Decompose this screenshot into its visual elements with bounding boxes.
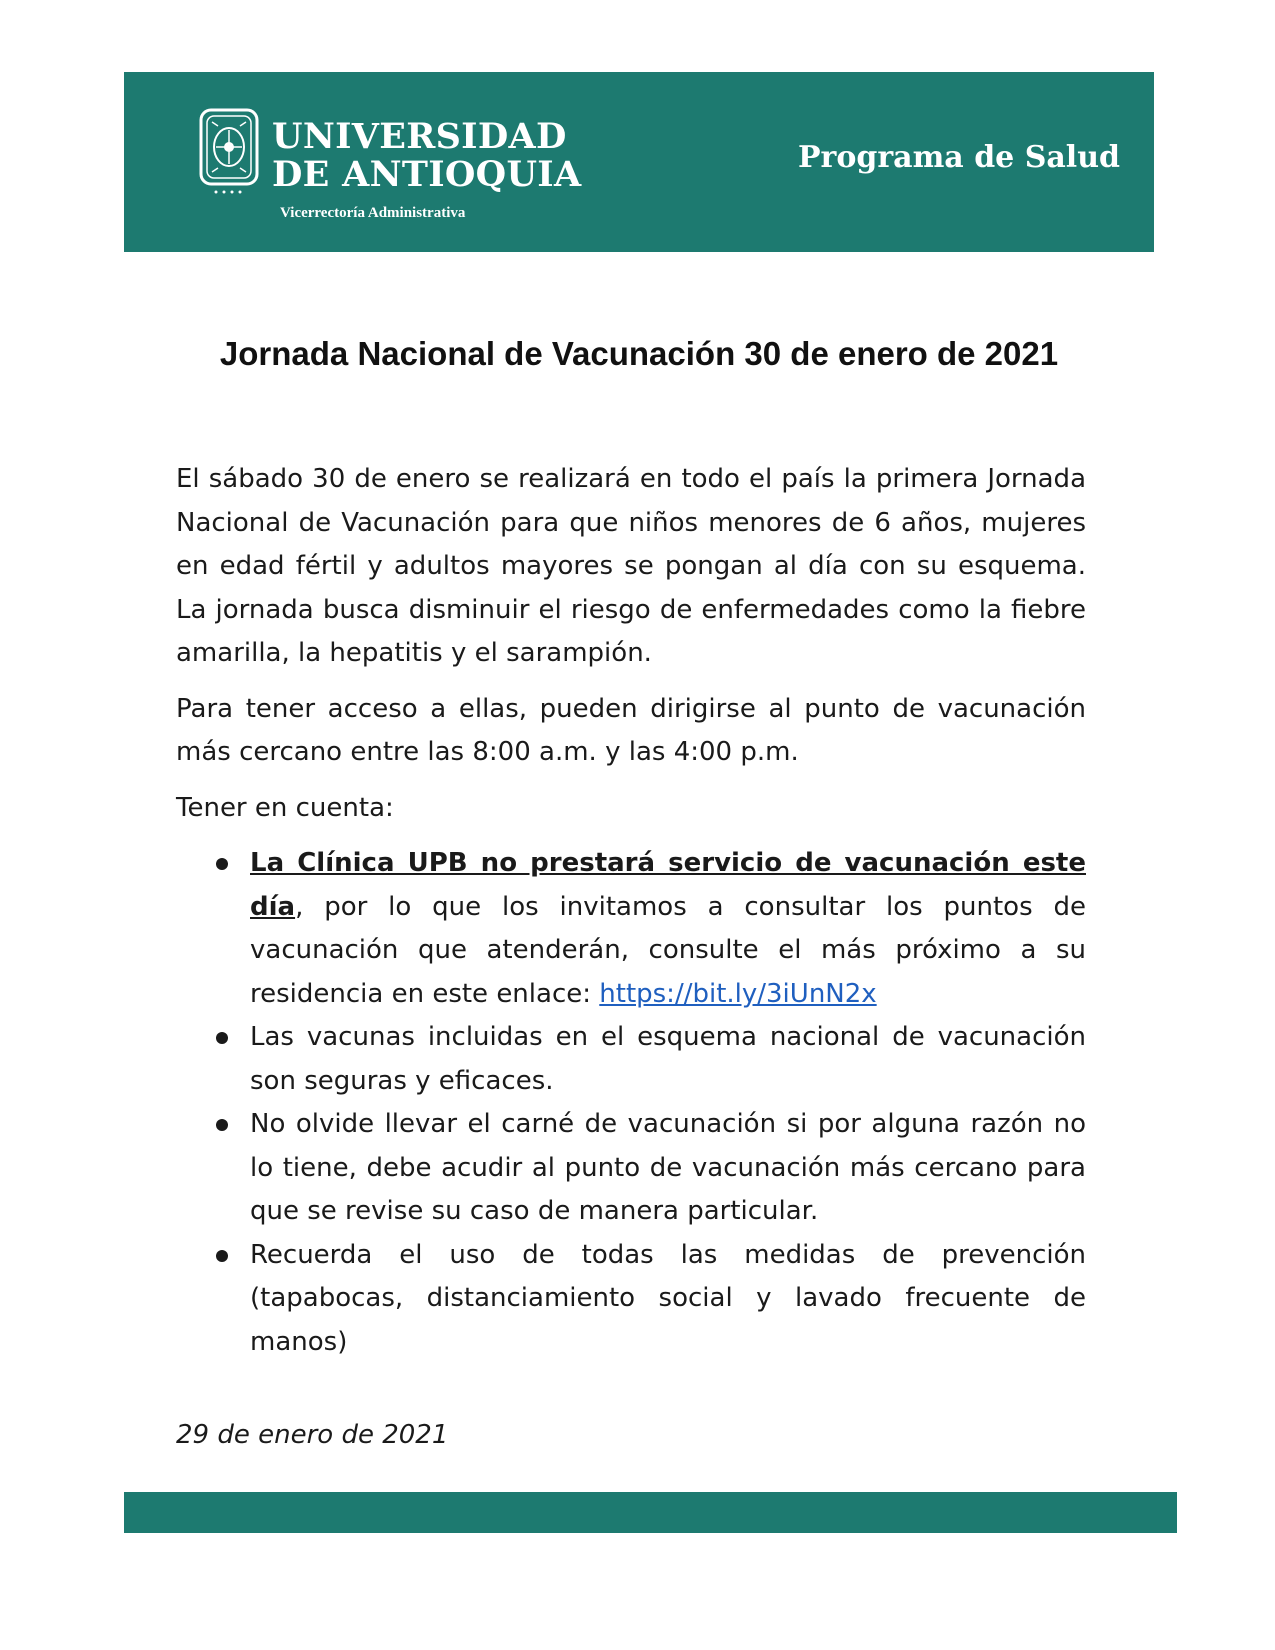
access-paragraph: Para tener acceso a ellas, pueden dirigirse al punto de vacunación más cercano entre las 8:00 a.m. y las 4:00 p.m.	[176, 693, 1086, 767]
list-item	[176, 1016, 1086, 1103]
clinic-notice: La Clínica UPB no prestará servicio de vacunación este día	[250, 848, 1086, 922]
document-date: 29 de enero de 2021	[176, 1420, 449, 1450]
bullet-icon	[216, 1250, 228, 1262]
list-item-text: Recuerda el uso de todas las medidas de prevención (tapabocas, distanciamiento social y lavado frecuente de manos)	[250, 1239, 1086, 1357]
list-item	[176, 842, 1086, 1016]
footer-bar	[124, 1492, 1177, 1533]
intro-paragraph: El sábado 30 de enero se realizará en todo el país la primera Jornada Nacional de Vacunación para que niños menores de 6 años, mujeres en edad fértil y adultos mayores se pongan al día con su esquema. La jornada busca disminuir el riesgo de enfermedades como la fiebre amarilla, la hepatitis y el sarampión.	[176, 464, 1086, 668]
program-title: Programa de Salud	[797, 140, 1120, 175]
university-seal-icon	[198, 108, 260, 198]
notes-list	[176, 842, 1086, 1364]
bullet-icon	[216, 1032, 228, 1044]
list-item-text: Las vacunas incluidas en el esquema nacional de vacunación son seguras y eficaces.	[250, 1022, 1086, 1096]
bullet-icon	[216, 1119, 228, 1131]
university-name-line1: UNIVERSIDAD	[272, 116, 567, 157]
university-name-line2: DE ANTIOQUIA	[272, 154, 582, 195]
list-item-text: No olvide llevar el carné de vacunación si por alguna razón no lo tiene, debe acudir al punto de vacunación más cercano para que se revise su caso de manera particular.	[250, 1109, 1086, 1226]
document-body	[176, 458, 1086, 1364]
list-item	[176, 1234, 1086, 1365]
university-brand	[272, 118, 581, 222]
notes-heading: Tener en cuenta:	[176, 792, 394, 823]
header-banner	[124, 72, 1154, 252]
department-name: Vicerrectoría Administrativa	[280, 205, 466, 221]
bullet-icon	[216, 858, 228, 870]
list-item	[176, 1103, 1086, 1234]
clinic-notice-text: , por lo que los invitamos a consultar los puntos de vacunación que atenderán, consulte el más próximo a su residencia en este enlace:	[250, 891, 1086, 1009]
document-title: Jornada Nacional de Vacunación 30 de enero de 2021	[219, 335, 1059, 372]
vaccination-points-link[interactable]: https://bit.ly/3iUnN2x	[599, 978, 877, 1009]
